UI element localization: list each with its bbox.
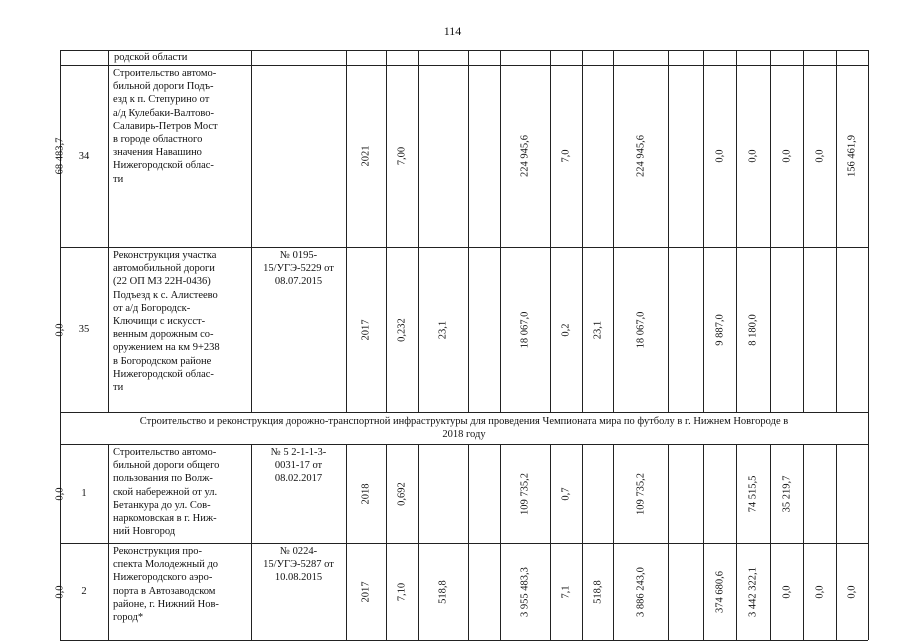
table-grid-vline: [668, 444, 669, 640]
value-cell-c7: 224 945,6: [519, 135, 531, 177]
expertise-document: № 0195- 15/УГЭ-5229 от 08.07.2015: [263, 250, 334, 288]
value-cell-c16: 156 461,9: [846, 135, 858, 177]
value-cell-c10: 3 886 243,0: [635, 566, 646, 617]
value-cell-c17: 0,0: [54, 584, 66, 599]
value-cell-c4: 0,232: [396, 317, 408, 342]
object-name: Реконструкция участка автомобильной дороги (22 ОП МЗ 22Н-0436) Подъезд к с. Алистеево от а/д Богородск- Ключищи с искусст- венным дорожным со- оружением на км 9+238 в Богородском районе Нижегородской облас- ти: [113, 250, 220, 394]
value-cell-c12: 0,0: [714, 149, 725, 163]
value-cell-year: 2017: [360, 319, 372, 340]
value-cell-c5: 518,8: [437, 579, 449, 604]
table-grid-vline: [668, 50, 669, 412]
value-cell-year: 2018: [360, 483, 372, 504]
top-fragment-text: родской области: [114, 52, 188, 63]
value-cell-c7: 3 955 483,3: [519, 566, 531, 617]
value-cell-c9: 23,1: [592, 320, 603, 339]
value-cell-c8: 7,1: [560, 584, 572, 599]
table-grid-vline: [346, 444, 347, 640]
table-grid-hline: [60, 412, 868, 413]
value-cell-c14: 0,0: [781, 149, 792, 163]
table-grid-hline: [60, 444, 868, 445]
table-grid-vline: [108, 444, 109, 640]
value-cell-c13: 8 180,0: [747, 313, 759, 346]
expertise-document: № 5 2-1-1-3- 0031-17 от 08.02.2017: [270, 447, 327, 485]
table-grid-vline: [346, 50, 347, 412]
row-number: 35: [78, 324, 90, 335]
table-grid-hline: [60, 65, 868, 66]
value-cell-c8: 0,2: [560, 322, 572, 337]
table-grid-vline: [736, 444, 737, 640]
value-cell-c4: 7,00: [396, 146, 408, 166]
value-cell-c10: 109 735,2: [635, 472, 646, 515]
page-number: 114: [443, 24, 462, 38]
table-grid-vline: [770, 444, 771, 640]
row-number: 34: [78, 150, 90, 162]
value-cell-c15: 0,0: [814, 149, 825, 163]
table-grid-vline: [582, 50, 583, 412]
expertise-document: № 0224- 15/УГЭ-5287 от 10.08.2015: [263, 546, 334, 584]
row-number: 1: [81, 488, 87, 499]
table-grid-vline: [500, 50, 501, 412]
table-grid-vline: [803, 444, 804, 640]
table-grid-vline: [803, 50, 804, 412]
value-cell-c17: 0,0: [54, 322, 66, 337]
value-cell-c13: 3 442 322,1: [747, 566, 759, 617]
table-grid-vline: [836, 444, 837, 640]
table-grid-vline: [770, 50, 771, 412]
table-grid-vline: [500, 444, 501, 640]
value-cell-c12: 374 680,6: [714, 570, 725, 613]
value-cell-c4: 0,692: [396, 481, 408, 506]
table-grid-vline: [468, 444, 469, 640]
value-cell-c16: 0,0: [846, 584, 858, 599]
value-cell-c17: 68 483,7: [54, 137, 66, 175]
value-cell-c9: 518,8: [592, 579, 603, 604]
table-grid-vline: [703, 50, 704, 412]
value-cell-c12: 9 887,0: [714, 313, 725, 346]
table-grid-vline: [703, 444, 704, 640]
table-grid-vline: [386, 444, 387, 640]
table-grid-vline: [613, 444, 614, 640]
table-grid-vline: [868, 50, 869, 640]
object-name: Строительство автомо- бильной дороги Подъ- езд к п. Степурино от а/д Кулебаки-Валтово- Салавирь-Петров Мост в городе областного значения Навашино Нижегородской облас- ти: [113, 68, 218, 185]
table-grid-vline: [613, 50, 614, 412]
table-grid-vline: [550, 444, 551, 640]
object-name: Строительство автомо- бильной дороги общего пользования по Волж- ской набережной от ул. Бетанкура до ул. Сов- наркомовская в г. Ниж- ний Новгород: [113, 447, 220, 538]
table-grid-hline: [60, 247, 868, 248]
row-number: 2: [81, 586, 87, 597]
table-grid-vline: [836, 50, 837, 412]
value-cell-c8: 0,7: [560, 486, 572, 501]
table-grid-vline: [251, 50, 252, 412]
table-grid-vline: [386, 50, 387, 412]
value-cell-c7: 18 067,0: [519, 311, 531, 348]
value-cell-c13: 0,0: [747, 149, 759, 163]
value-cell-c7: 109 735,2: [519, 472, 531, 515]
table-grid-hline: [60, 543, 868, 544]
table-grid-vline: [108, 50, 109, 412]
value-cell-c8: 7,0: [560, 149, 572, 163]
value-cell-c10: 224 945,6: [635, 135, 646, 177]
table-grid-vline: [418, 50, 419, 412]
table-grid-vline: [736, 50, 737, 412]
object-name: Реконструкция про- спекта Молодежный до Нижегородского аэро- порта в Автозаводском районе, г. Нижний Нов- город*: [113, 546, 219, 624]
table-grid-vline: [418, 444, 419, 640]
value-cell-year: 2017: [360, 581, 372, 602]
value-cell-c10: 18 067,0: [635, 311, 646, 348]
table-grid-vline: [468, 50, 469, 412]
value-cell-c17: 0,0: [54, 486, 66, 501]
value-cell-c14: 35 219,7: [781, 475, 792, 512]
table-grid-vline: [582, 444, 583, 640]
table-grid-vline: [550, 50, 551, 412]
section-title: Строительство и реконструкция дорожно-транспортной инфраструктуры для проведения Чемпионата мира по футболу в г. Нижнем Новгороде в 2018 году: [139, 416, 789, 440]
value-cell-c13: 74 515,5: [747, 475, 759, 512]
value-cell-year: 2021: [360, 145, 372, 167]
value-cell-c4: 7,10: [396, 582, 408, 601]
value-cell-c14: 0,0: [781, 584, 792, 599]
value-cell-c15: 0,0: [814, 584, 825, 599]
value-cell-c5: 23,1: [437, 320, 449, 339]
